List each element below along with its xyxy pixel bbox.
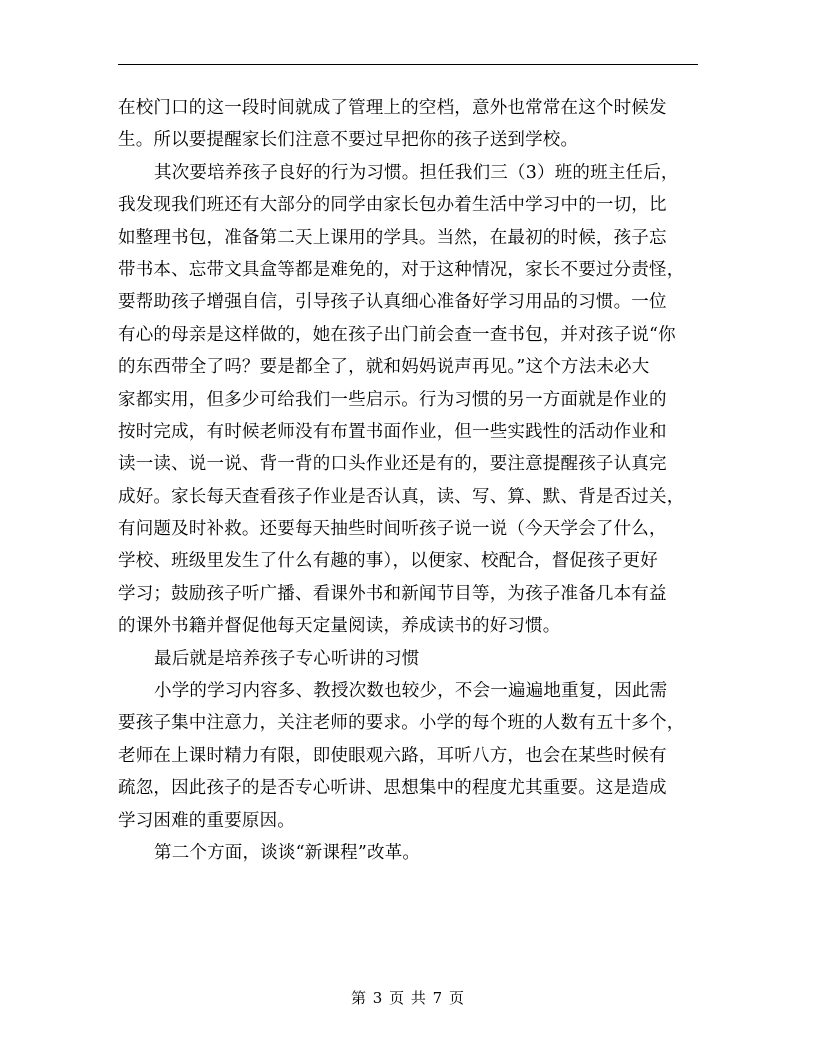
text-line: 疏忽，因此孩子的是否专心听讲、思想集中的程度尤其重要。这是造成 [118,778,667,799]
text-line: 读一读、说一说、背一背的口头作业还是有的，要注意提醒孩子认真完 [118,454,667,475]
section-heading-line: 第二个方面，谈谈“新课程”改革。 [154,842,421,863]
text-line: 要孩子集中注意力，关注老师的要求。小学的每个班的人数有五十多个， [118,713,685,734]
page-number-footer: 第 3 页 共 7 页 [351,989,465,1007]
text-line: 在校门口的这一段时间就成了管理上的空档，意外也常常在这个时候发 [118,98,667,118]
text-line: 要帮助孩子增强自信，引导孩子认真细心准备好学习用品的习惯。一位 [118,292,667,313]
text-line: 有心的母亲是这样做的，她在孩子出门前会查一查书包，并对孩子说“你 [118,324,676,345]
text-line: 我发现我们班还有大部分的同学由家长包办着生活中学习中的一切，比 [118,195,667,216]
text-line: 如整理书包，准备第二天上课用的学具。当然，在最初的时候，孩子忘 [118,227,667,248]
document-body [118,92,698,869]
text-line: 的课外书籍并督促他每天定量阅读，养成读书的好习惯。 [118,616,561,637]
text-line: 其次要培养孩子良好的行为习惯。担任我们三（3）班的班主任后， [154,162,679,183]
header-rule [118,64,698,65]
text-line: 学习困难的重要原因。 [118,810,295,831]
text-line: 老师在上课时精力有限，即使眼观六路，耳听八方，也会在某些时候有 [118,745,667,766]
text-line: 的东西带全了吗？要是都全了，就和妈妈说声再见。”这个方法未必大 [118,357,650,378]
text-line: 小学的学习内容多、教授次数也较少，不会一遍遍地重复，因此需 [154,681,668,702]
text-line: 学习；鼓励孩子听广播、看课外书和新闻节目等，为孩子准备几本有益 [118,583,667,604]
section-heading-line: 最后就是培养孩子专心听讲的习惯 [154,648,420,669]
text-line: 成好。家长每天查看孩子作业是否认真，读、写、算、默、背是否过关， [118,486,685,507]
text-line: 按时完成，有时候老师没有布置书面作业，但一些实践性的活动作业和 [118,421,667,442]
text-line: 家都实用，但多少可给我们一些启示。行为习惯的另一方面就是作业的 [118,389,667,410]
text-line: 生。所以要提醒家长们注意不要过早把你的孩子送到学校。 [118,130,579,151]
text-line: 学校、班级里发生了什么有趣的事），以便家、校配合，督促孩子更好 [118,551,658,572]
text-line: 带书本、忘带文具盒等都是难免的，对于这种情况，家长不要过分责怪， [118,259,685,280]
text-line: 有问题及时补救。还要每天抽些时间听孩子说一说（今天学会了什么， [118,519,667,540]
